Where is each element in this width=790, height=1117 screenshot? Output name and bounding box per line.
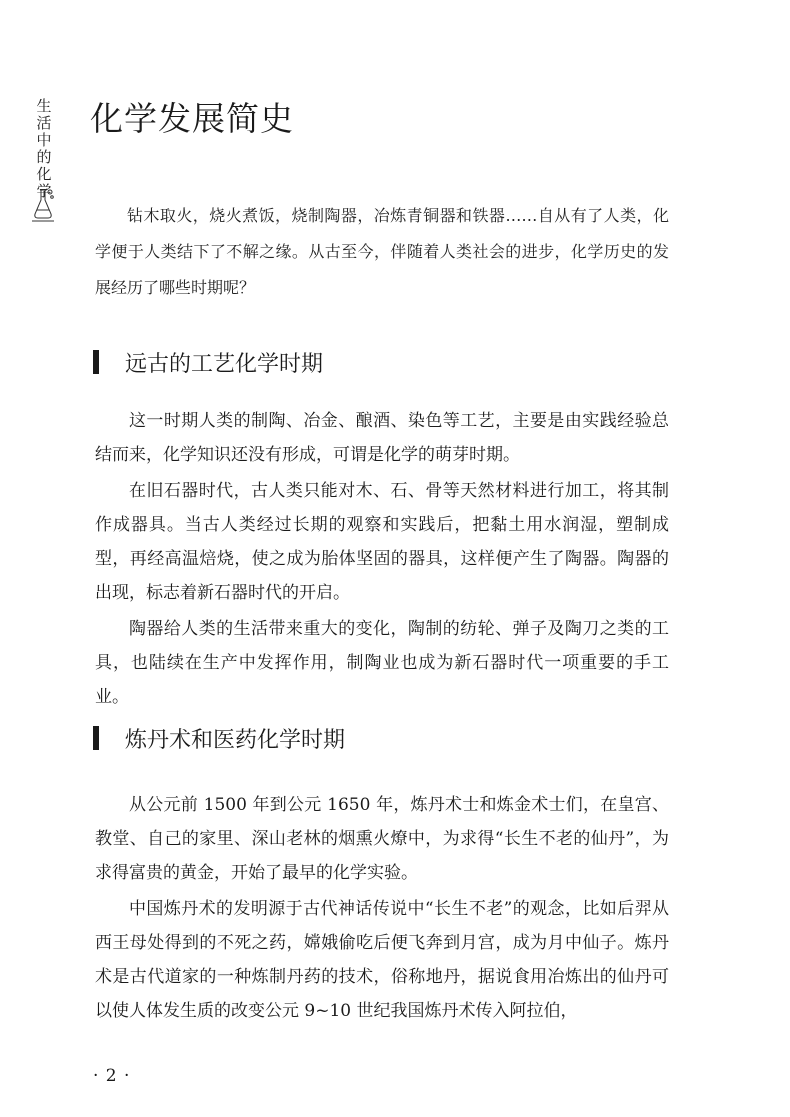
section-heading-ancient bbox=[93, 348, 323, 376]
heading-bar bbox=[93, 726, 99, 750]
intro-paragraph: 钻木取火，烧火煮饭，烧制陶器，冶炼青铜器和铁器……自从有了人类，化学便于人类结下了不解之缘。从古至今，伴随着人类社会的进步，化学历史的发展经历了哪些时期呢？ bbox=[95, 206, 669, 297]
section-title: 炼丹术和医药化学时期 bbox=[125, 727, 346, 753]
heading-bar bbox=[93, 350, 99, 374]
body-paragraph: 从公元前 1500 年到公元 1650 年，炼丹术士和炼金术士们，在皇宫、教堂、自己的家里、深山老林的烟熏火燎中，为求得“长生不老的仙丹”，为求得富贵的黄金，开始了最早的化学实验。 bbox=[95, 795, 669, 883]
side-label: 生活中的化学 bbox=[36, 97, 52, 200]
section-title: 远古的工艺化学时期 bbox=[125, 351, 324, 377]
flask-icon bbox=[30, 186, 56, 224]
page-number: · 2 · bbox=[93, 1066, 131, 1086]
section-heading-alchemy bbox=[93, 724, 345, 752]
page-title: 化学发展简史 bbox=[90, 99, 294, 138]
body-paragraph: 这一时期人类的制陶、冶金、酿酒、染色等工艺，主要是由实践经验总结而来，化学知识还没有形成，可谓是化学的萌芽时期。 bbox=[95, 411, 669, 465]
body-paragraph: 中国炼丹术的发明源于古代神话传说中“长生不老”的观念，比如后羿从西王母处得到的不死之药，嫦娥偷吃后便飞奔到月宫，成为月中仙子。炼丹术是古代道家的一种炼制丹药的技术，俗称地丹，据说食用冶炼出的仙丹可以使人体发生质的改变公元 9~10 世纪我国炼丹术传入阿拉伯， bbox=[95, 899, 669, 1021]
body-paragraph: 陶器给人类的生活带来重大的变化，陶制的纺轮、弹子及陶刀之类的工具，也陆续在生产中发挥作用，制陶业也成为新石器时代一项重要的手工业。 bbox=[95, 619, 669, 707]
body-paragraph: 在旧石器时代，古人类只能对木、石、骨等天然材料进行加工，将其制作成器具。当古人类经过长期的观察和实践后，把黏土用水润湿，塑制成型，再经高温焙烧，使之成为胎体坚固的器具，这样便产生了陶器。陶器的出现，标志着新石器时代的开启。 bbox=[95, 481, 669, 603]
